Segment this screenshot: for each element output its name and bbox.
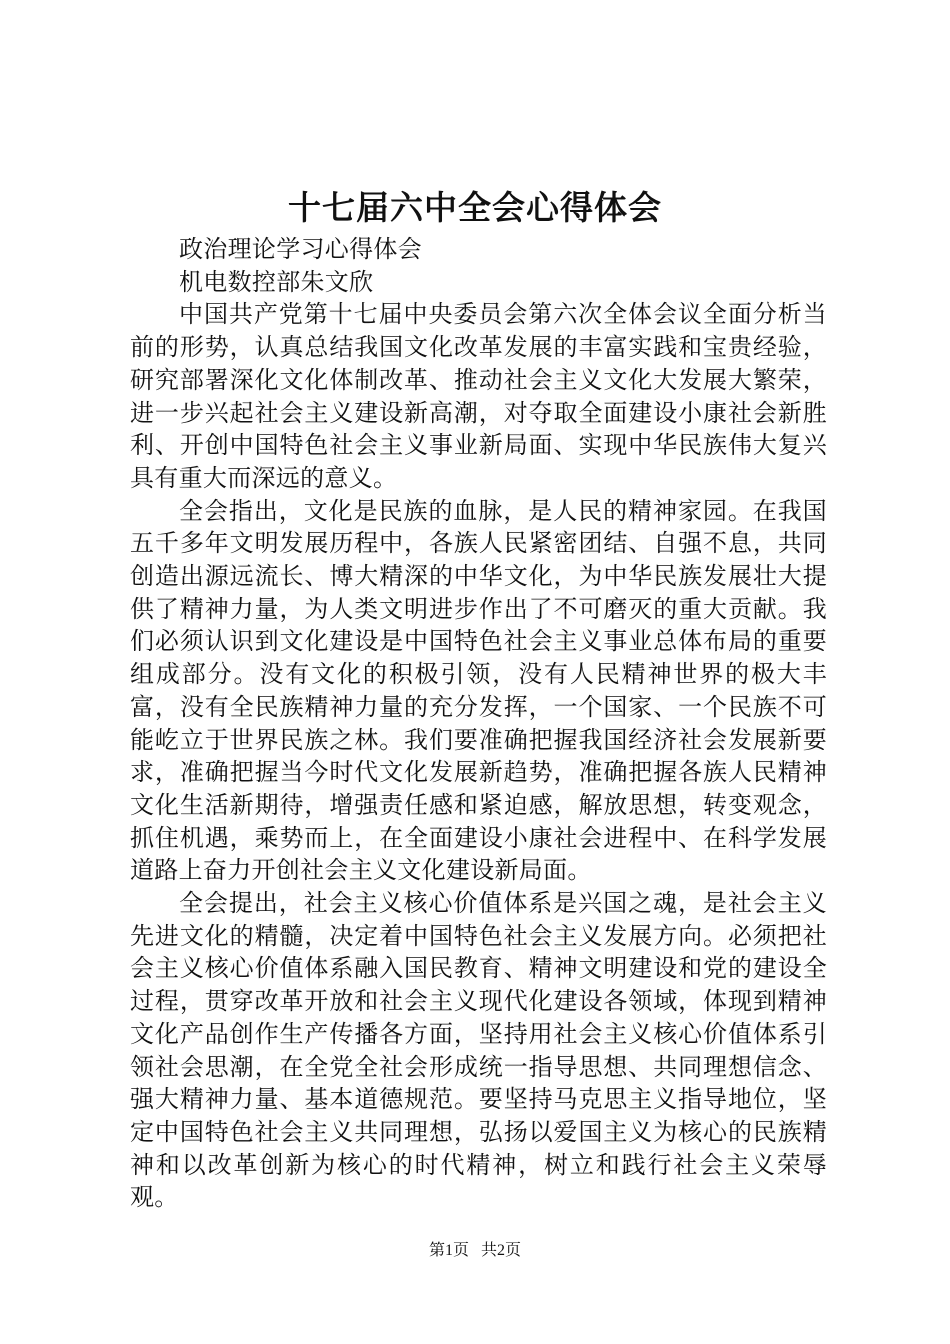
- body-paragraph-1: 中国共产党第十七届中央委员会第六次全体会议全面分析当前的形势，认真总结我国文化改革发展的丰富实践和宝贵经验，研究部署深化文化体制改革、推动社会主义文化大发展大繁荣，进一步兴起社会主义建设新高潮，对夺取全面建设小康社会新胜利、开创中国特色社会主义事业新局面、实现中华民族伟大复兴具有重大而深远的意义。: [130, 300, 827, 492]
- page-footer: [0, 1240, 950, 1262]
- author-line: 机电数控部朱文欣: [179, 267, 374, 296]
- body-paragraph-2: 全会指出，文化是民族的血脉，是人民的精神家园。在我国五千多年文明发展历程中，各族人民紧密团结、自强不息，共同创造出源远流长、博大精深的中华文化，为中华民族发展壮大提供了精神力量，为人类文明进步作出了不可磨灭的重大贡献。我们必须认识到文化建设是中国特色社会主义事业总体布局的重要组成部分。没有文化的积极引领，没有人民精神世界的极大丰富，没有全民族精神力量的充分发挥，一个国家、一个民族不可能屹立于世界民族之林。我们要准确把握我国经济社会发展新要求，准确把握当今时代文化发展新趋势，准确把握各族人民精神文化生活新期待，增强责任感和紧迫感，解放思想，转变观念，抓住机遇，乘势而上，在全面建设小康社会进程中、在科学发展道路上奋力开创社会主义文化建设新局面。: [130, 496, 827, 885]
- subtitle-line: 政治理论学习心得体会: [179, 235, 422, 263]
- page-number-total: 共2页: [481, 1242, 522, 1259]
- document-title: 十七届六中全会心得体会: [288, 188, 662, 227]
- page-number-current: 第1页: [428, 1242, 469, 1259]
- document-body: [130, 233, 827, 1214]
- body-paragraph-3: 全会提出，社会主义核心价值体系是兴国之魂，是社会主义先进文化的精髓，决定着中国特色社会主义发展方向。必须把社会主义核心价值体系融入国民教育、精神文明建设和党的建设全过程，贯穿改革开放和社会主义现代化建设各领域，体现到精神文化产品创作生产传播各方面，坚持用社会主义核心价值体系引领社会思潮，在全党全社会形成统一指导思想、共同理想信念、强大精神力量、基本道德规范。要坚持马克思主义指导地位，坚定中国特色社会主义共同理想，弘扬以爱国主义为核心的民族精神和以改革创新为核心的时代精神，树立和践行社会主义荣辱观。: [130, 889, 827, 1212]
